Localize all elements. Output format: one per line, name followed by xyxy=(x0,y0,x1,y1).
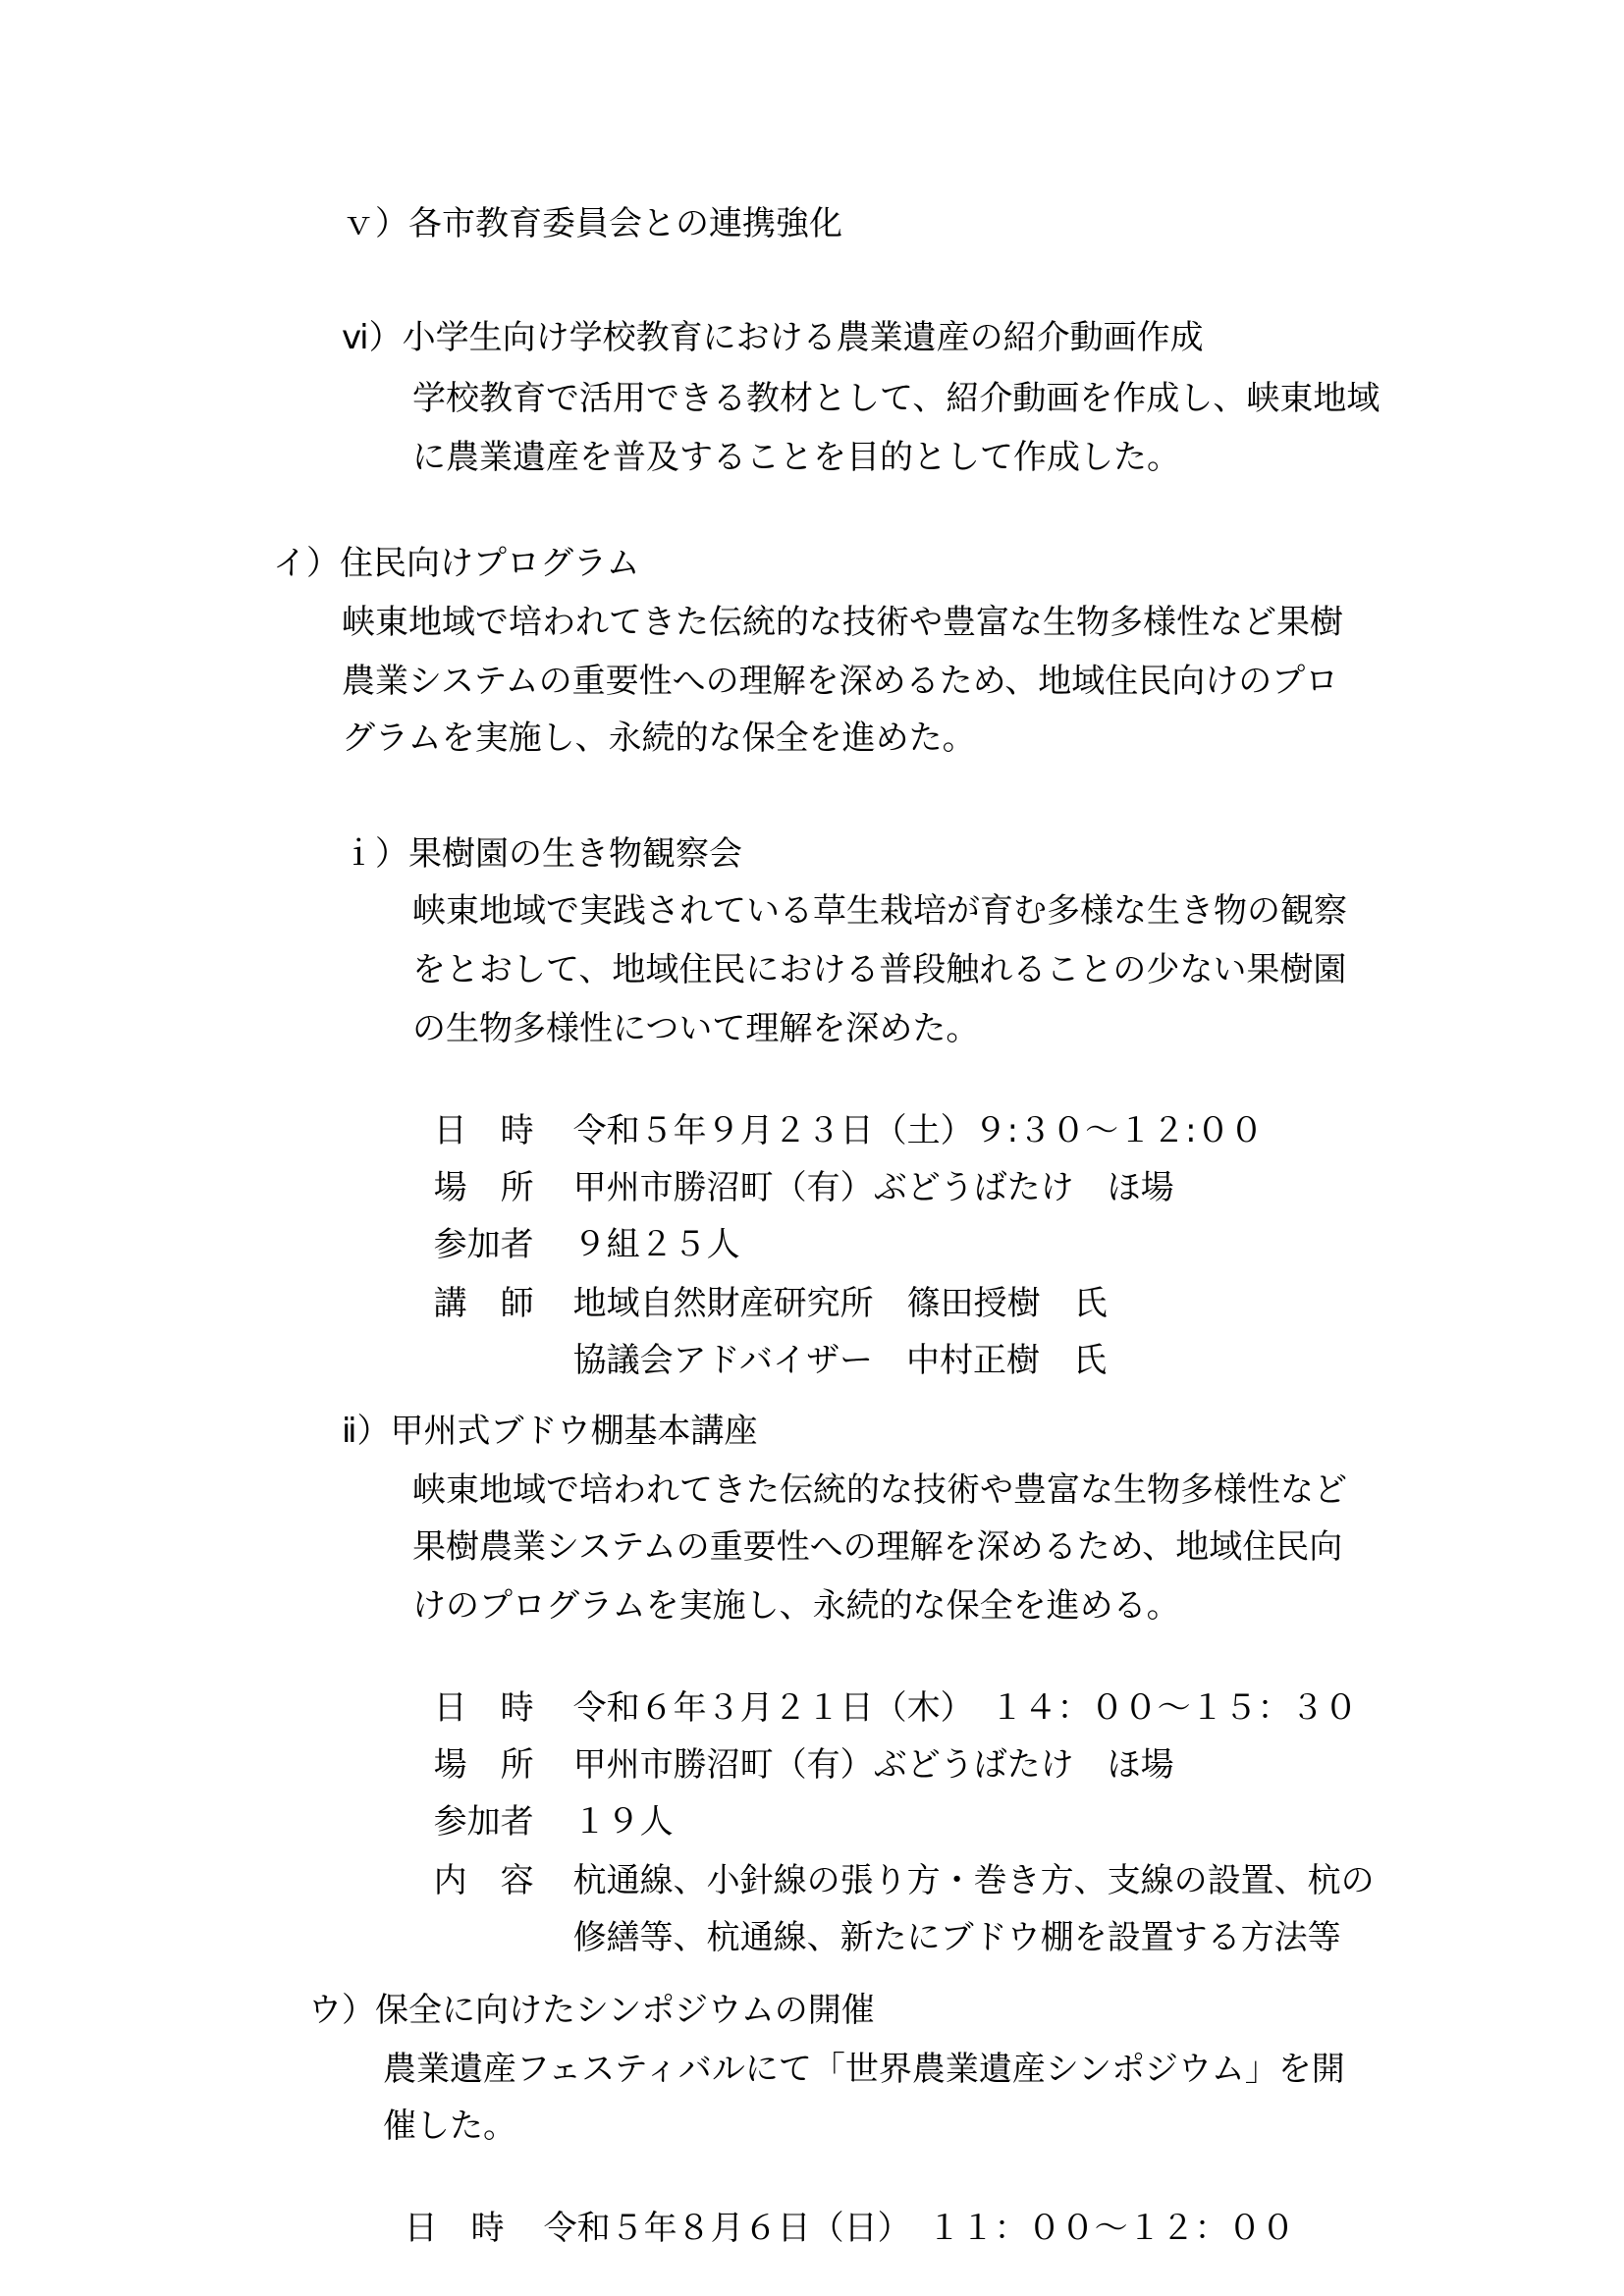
section-i-body-line: グラムを実施し、永続的な保全を進めた。 xyxy=(342,719,976,758)
section-u-heading: ウ）保全に向けたシンポジウムの開催 xyxy=(308,1991,875,2030)
section-i-body-line: 峡東地域で培われてきた伝統的な技術や豊富な生物多様性など果樹 xyxy=(342,603,1343,642)
detail-label: 日 時 xyxy=(433,1111,534,1150)
item2-body-line: 果樹農業システムの重要性への理解を深めるため、地域住民向 xyxy=(412,1527,1343,1567)
section-vi-body-line: に農業遺産を普及することを目的として作成した。 xyxy=(412,438,1180,477)
detail-value: ９組２５人 xyxy=(572,1225,740,1264)
item1-body-line: をとおして、地域住民における普段触れることの少ない果樹園 xyxy=(412,950,1347,989)
detail-value: 協議会アドバイザー 中村正樹 氏 xyxy=(572,1341,1107,1380)
detail-value: 令和６年３月２１日（木） １４：００～１５：３０ xyxy=(572,1688,1358,1728)
section-i-body-line: 農業システムの重要性への理解を深めるため、地域住民向けのプロ xyxy=(342,662,1339,701)
detail-value: 令和５年８月６日（日） １１：００～１２：００ xyxy=(543,2209,1295,2248)
detail-label: 場 所 xyxy=(433,1745,534,1785)
item1-body-line: の生物多様性について理解を深めた。 xyxy=(412,1009,980,1048)
section-u-body-line: 催した。 xyxy=(383,2107,516,2146)
detail-label: 日 時 xyxy=(433,1688,534,1728)
item2-heading: ⅱ）甲州式ブドウ棚基本講座 xyxy=(342,1412,758,1451)
detail-value: 甲州市勝沼町（有）ぶどうばたけ ほ場 xyxy=(572,1745,1174,1785)
detail-label: 参加者 xyxy=(433,1225,534,1264)
item2-detail-row xyxy=(412,1873,1341,1959)
detail-value: 甲州市勝沼町（有）ぶどうばたけ ほ場 xyxy=(572,1168,1174,1207)
section-u-detail-row xyxy=(383,2163,1295,2250)
detail-value: １９人 xyxy=(572,1802,674,1842)
section-vi-body-line: 学校教育で活用できる教材として、紹介動画を作成し、峡東地域 xyxy=(412,379,1380,418)
detail-value: 地域自然財産研究所 篠田授樹 氏 xyxy=(572,1284,1108,1323)
detail-label: 場 所 xyxy=(433,1168,534,1207)
section-v-heading: ｖ）各市教育委員会との連携強化 xyxy=(342,204,842,243)
detail-label: 内 容 xyxy=(433,1861,534,1900)
section-vi-heading: ⅵ）小学生向け学校教育における農業遺産の紹介動画作成 xyxy=(342,318,1204,357)
item2-body-line: けのプログラムを実施し、永続的な保全を進める。 xyxy=(412,1586,1180,1626)
item1-body-line: 峡東地域で実践されている草生栽培が育む多様な生き物の観察 xyxy=(412,891,1347,931)
detail-label: 日 時 xyxy=(404,2209,505,2248)
item1-detail-row xyxy=(412,1296,1107,1382)
detail-label: 参加者 xyxy=(433,1802,534,1842)
item1-heading: ｉ）果樹園の生き物観察会 xyxy=(342,834,742,874)
section-u-body-line: 農業遺産フェスティバルにて「世界農業遺産シンポジウム」を開 xyxy=(383,2050,1345,2089)
detail-label: 講 師 xyxy=(433,1284,534,1323)
detail-value: 令和５年９月２３日（土）９:３０～１２:００ xyxy=(572,1111,1264,1150)
detail-value: 修繕等、杭通線、新たにブドウ棚を設置する方法等 xyxy=(572,1918,1341,1957)
detail-value: 杭通線、小針線の張り方・巻き方、支線の設置、杭の xyxy=(572,1861,1375,1900)
item2-body-line: 峡東地域で培われてきた伝統的な技術や豊富な生物多様性など xyxy=(412,1470,1347,1510)
section-i-heading: イ）住民向けプログラム xyxy=(273,544,640,583)
